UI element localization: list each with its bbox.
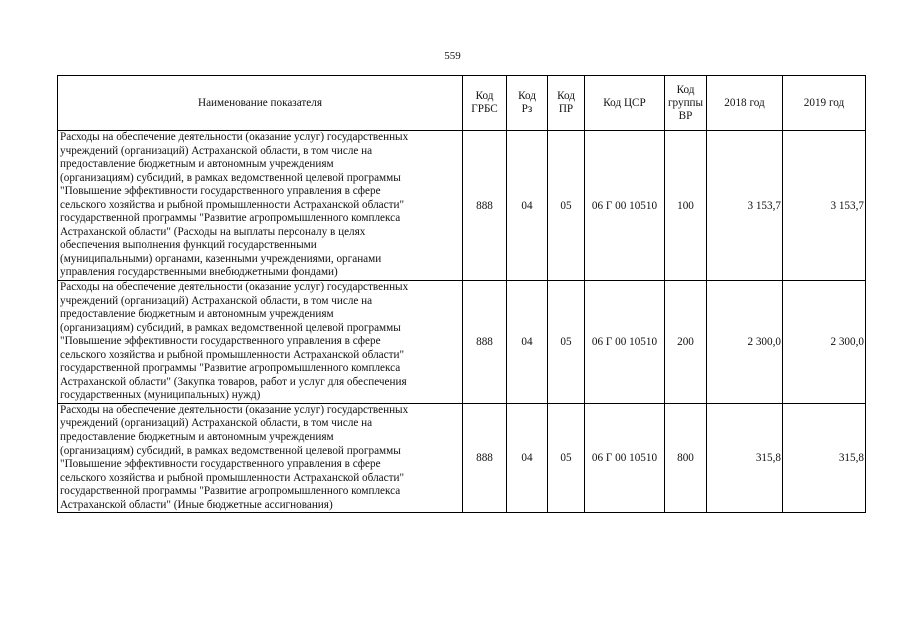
- row-name-line: сельского хозяйства и рыбной промышленности Астраханской области": [60, 471, 405, 484]
- table-row: [58, 281, 866, 404]
- row-amount-2019: 315,8: [783, 403, 866, 512]
- row-name-line: Астраханской области" (Закупка товаров, работ и услуг для обеспечения: [60, 375, 407, 388]
- header-2019: 2019 год: [783, 76, 866, 131]
- header-rz-line: Код: [518, 90, 536, 102]
- header-vr: [665, 76, 707, 131]
- row-amount-2018: 315,8: [707, 403, 783, 512]
- row-name-line: сельского хозяйства и рыбной промышленности Астраханской области": [60, 198, 405, 211]
- row-pr: 05: [548, 403, 585, 512]
- row-rz: 04: [507, 281, 548, 404]
- row-vr: 100: [665, 131, 707, 281]
- row-name-line: предоставление бюджетным и автономным учреждениям: [60, 158, 334, 171]
- row-name-line: предоставление бюджетным и автономным учреждениям: [60, 308, 334, 321]
- row-csr: 06 Г 00 10510: [585, 281, 665, 404]
- row-grbs: 888: [463, 131, 507, 281]
- row-name-line: управления государственными внебюджетными фондами): [60, 266, 338, 279]
- row-pr: 05: [548, 131, 585, 281]
- row-name-line: "Повышение эффективности государственного управления в сфере: [60, 335, 381, 348]
- row-name-line: (организациям) субсидий, в рамках ведомственной целевой программы: [60, 444, 401, 457]
- row-name-line: (организациям) субсидий, в рамках ведомственной целевой программы: [60, 321, 401, 334]
- row-rz: 04: [507, 131, 548, 281]
- table-row: [58, 403, 866, 512]
- header-rz: [507, 76, 548, 131]
- row-name-line: государственной программы "Развитие агропромышленного комплекса: [60, 485, 401, 498]
- row-name-line: "Повышение эффективности государственного управления в сфере: [60, 185, 381, 198]
- row-amount-2019: 2 300,0: [783, 281, 866, 404]
- header-2018: 2018 год: [707, 76, 783, 131]
- header-pr-line: ПР: [558, 103, 574, 115]
- row-name-line: Астраханской области" (Иные бюджетные ассигнования): [60, 498, 333, 511]
- row-name-line: Астраханской области" (Расходы на выплаты персоналу в целях: [60, 225, 366, 238]
- row-name-line: Расходы на обеспечение деятельности (оказание услуг) государственных: [60, 281, 409, 294]
- header-row: [58, 76, 866, 131]
- row-name: [58, 281, 463, 404]
- row-amount-2018: 3 153,7: [707, 131, 783, 281]
- row-name-line: сельского хозяйства и рыбной промышленности Астраханской области": [60, 348, 405, 361]
- row-vr: 800: [665, 403, 707, 512]
- table-body: [58, 131, 866, 513]
- row-name-line: обеспечения выполнения функций государственными: [60, 239, 317, 252]
- table-row: [58, 131, 866, 281]
- budget-table: [57, 75, 866, 513]
- row-name-line: государственной программы "Развитие агропромышленного комплекса: [60, 212, 401, 225]
- row-name-line: Расходы на обеспечение деятельности (оказание услуг) государственных: [60, 403, 409, 416]
- header-pr-line: Код: [557, 90, 575, 102]
- row-amount-2018: 2 300,0: [707, 281, 783, 404]
- page-number: 559: [444, 50, 461, 62]
- row-name-line: предоставление бюджетным и автономным учреждениям: [60, 431, 334, 444]
- row-name: [58, 403, 463, 512]
- header-grbs: [463, 76, 507, 131]
- row-name-line: Расходы на обеспечение деятельности (оказание услуг) государственных: [60, 131, 409, 143]
- header-grbs-line: ГРБС: [471, 103, 498, 115]
- header-vr-line: ВР: [678, 109, 693, 122]
- row-name-line: государственной программы "Развитие агропромышленного комплекса: [60, 362, 401, 375]
- row-name-line: учреждений (организаций) Астраханской области, в том числе на: [60, 294, 373, 307]
- row-vr: 200: [665, 281, 707, 404]
- header-pr: [548, 76, 585, 131]
- header-csr: Код ЦСР: [585, 76, 665, 131]
- row-pr: 05: [548, 281, 585, 404]
- row-name: [58, 131, 463, 281]
- row-csr: 06 Г 00 10510: [585, 131, 665, 281]
- row-name-line: "Повышение эффективности государственного управления в сфере: [60, 458, 381, 471]
- row-grbs: 888: [463, 281, 507, 404]
- row-name-line: учреждений (организаций) Астраханской области, в том числе на: [60, 144, 373, 157]
- header-grbs-line: Код: [475, 90, 494, 102]
- header-vr-line: Код: [676, 83, 695, 96]
- row-grbs: 888: [463, 403, 507, 512]
- header-name: Наименование показателя: [58, 76, 463, 131]
- row-name-line: (муниципальными) органами, казенными учреждениями, органами: [60, 252, 382, 265]
- row-csr: 06 Г 00 10510: [585, 403, 665, 512]
- header-rz-line: Рз: [521, 103, 533, 115]
- row-name-line: государственных (муниципальных) нужд): [60, 389, 261, 402]
- row-rz: 04: [507, 403, 548, 512]
- header-vr-line: группы: [667, 96, 704, 109]
- row-name-line: учреждений (организаций) Астраханской области, в том числе на: [60, 417, 373, 430]
- row-name-line: (организациям) субсидий, в рамках ведомственной целевой программы: [60, 171, 401, 184]
- row-amount-2019: 3 153,7: [783, 131, 866, 281]
